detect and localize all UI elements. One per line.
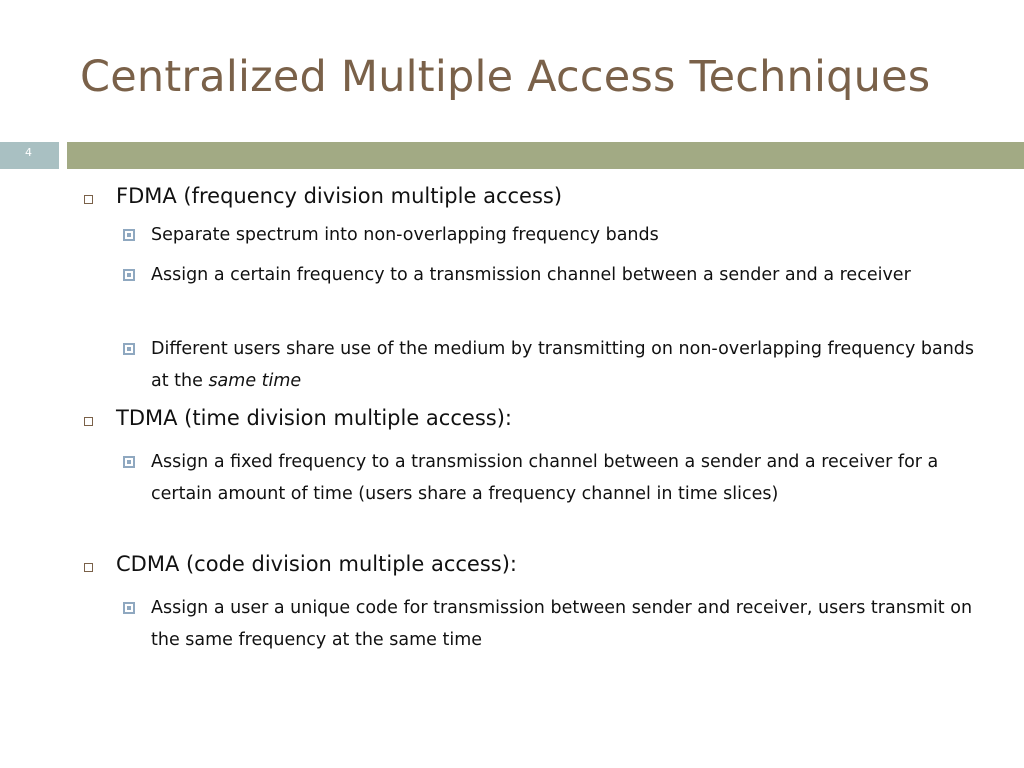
sub-bullet-fdma-3-emphasis: same time: [208, 371, 302, 391]
bullet-cdma: CDMA (code division multiple access):: [116, 552, 517, 576]
square-bullet-icon: [123, 229, 135, 241]
sub-bullet-fdma-3: [151, 333, 981, 397]
bullet-fdma: FDMA (frequency division multiple access): [116, 184, 563, 208]
sub-bullet-fdma-3-text: Different users share use of the medium by transmitting on non-overlapping frequency bands at the: [151, 339, 975, 391]
slide-title: Centralized Multiple Access Techniques: [80, 52, 931, 102]
sub-bullet-cdma-1: Assign a user a unique code for transmission between sender and receiver, users transmit on the same frequency at the same time: [151, 598, 973, 650]
slide-number: 4: [25, 146, 32, 159]
square-bullet-icon: [123, 269, 135, 281]
hollow-square-bullet-icon: [84, 563, 93, 572]
square-bullet-icon: [123, 343, 135, 355]
hollow-square-bullet-icon: [84, 195, 93, 204]
sub-bullet-fdma-2: Assign a certain frequency to a transmission channel between a sender and a receiver: [151, 265, 911, 285]
square-bullet-icon: [123, 456, 135, 468]
bullet-tdma: TDMA (time division multiple access):: [116, 406, 512, 430]
sub-bullet-fdma-1: Separate spectrum into non-overlapping frequency bands: [151, 225, 659, 245]
square-bullet-icon: [123, 602, 135, 614]
hollow-square-bullet-icon: [84, 417, 93, 426]
sub-bullet-tdma-1: Assign a fixed frequency to a transmission channel between a sender and a receiver for a certain amount of time (users share a frequency channel in time slices): [151, 452, 939, 504]
